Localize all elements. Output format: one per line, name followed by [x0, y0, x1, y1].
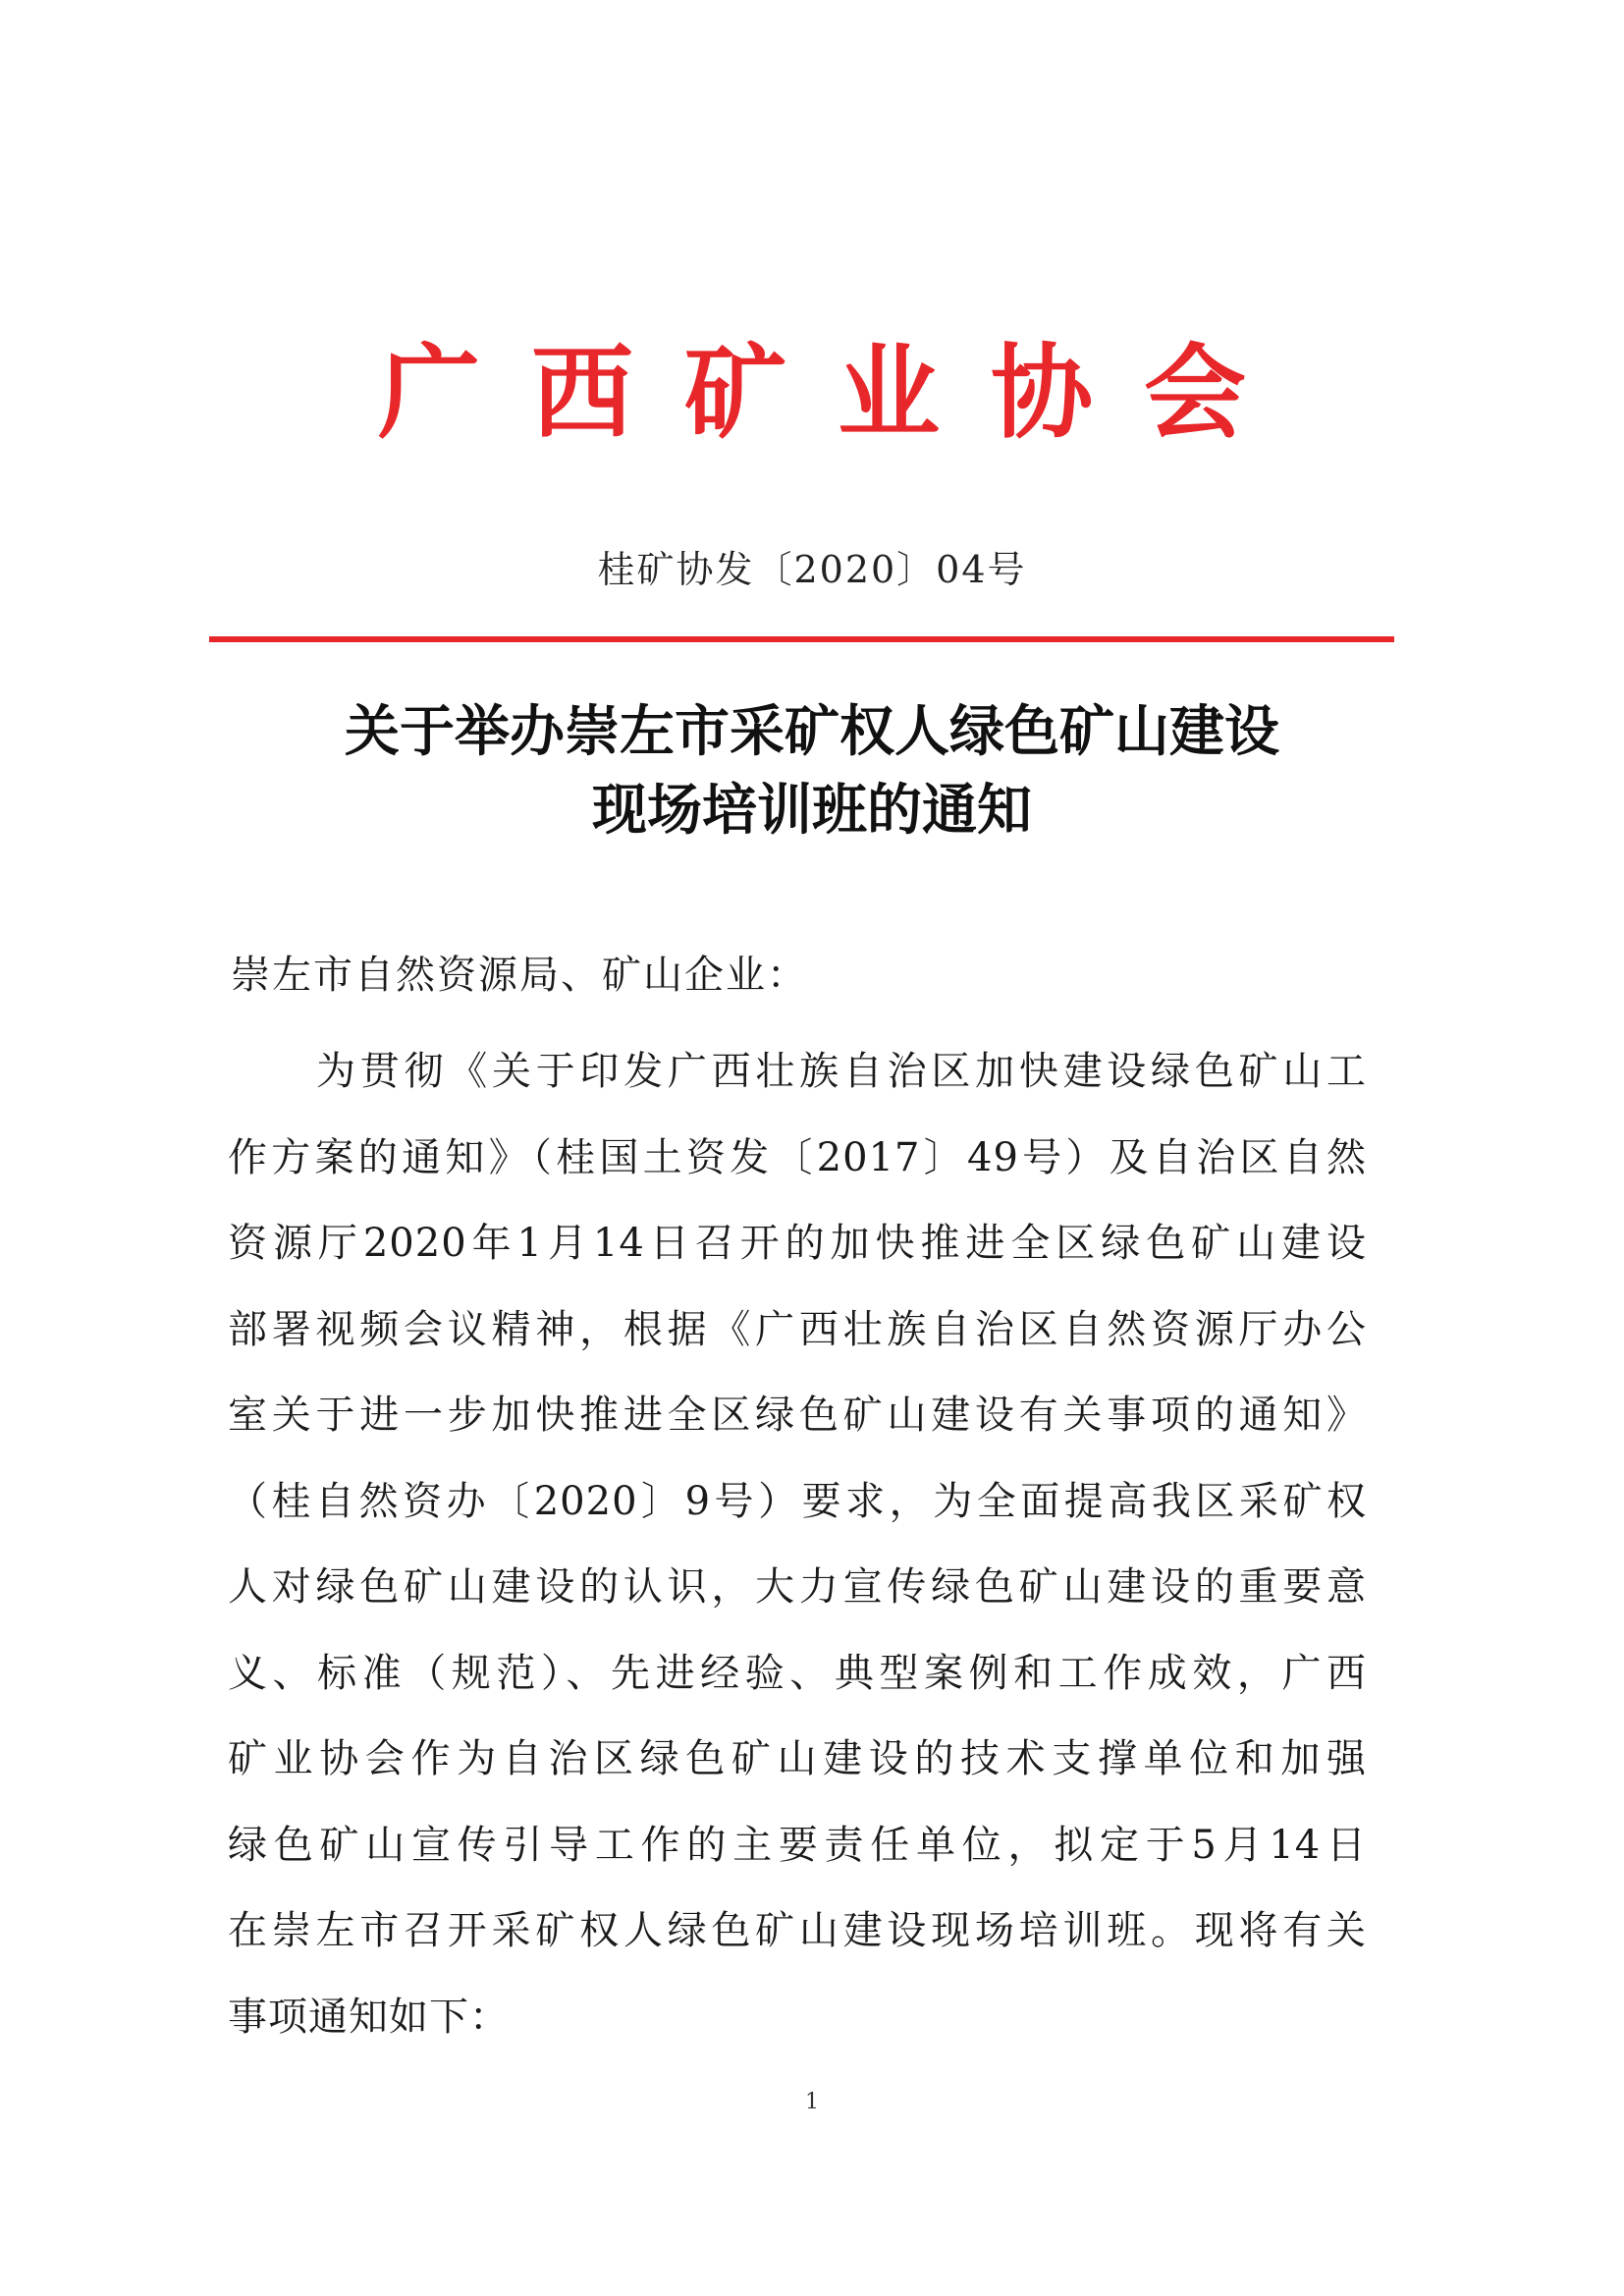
page-number: 1 — [805, 2090, 819, 2114]
body-line: 义、标准（规范）、先进经验、典型案例和工作成效，广西 — [228, 1650, 1367, 1696]
body-line: 作方案的通知》（桂国土资发〔2017〕49号）及自治区自然 — [228, 1134, 1367, 1180]
body-line: （桂自然资办〔2020〕9号）要求，为全面提高我区采矿权 — [228, 1478, 1367, 1524]
body-line: 部署视频会议精神，根据《广西壮族自治区自然资源厅办公 — [228, 1306, 1367, 1352]
body-line: 绿色矿山宣传引导工作的主要责任单位，拟定于5月14日 — [228, 1822, 1367, 1868]
body-line: 室关于进一步加快推进全区绿色矿山建设有关事项的通知》 — [228, 1393, 1367, 1438]
body-paragraph — [228, 1029, 1367, 2060]
document-title — [0, 692, 1624, 849]
title-line-2: 现场培训班的通知 — [592, 778, 1032, 843]
body-line: 在崇左市召开采矿权人绿色矿山建设现场培训班。现将有关 — [228, 1908, 1367, 1953]
body-line: 人对绿色矿山建设的认识，大力宣传绿色矿山建设的重要意 — [228, 1564, 1367, 1610]
body-line: 资源厅2020年1月14日召开的加快推进全区绿色矿山建设 — [228, 1221, 1367, 1266]
red-divider-line — [209, 636, 1394, 642]
title-line-1: 关于举办崇左市采矿权人绿色矿山建设 — [345, 699, 1279, 764]
body-line: 为贯彻《关于印发广西壮族自治区加快建设绿色矿山工 — [316, 1049, 1367, 1094]
body-line: 矿业协会作为自治区绿色矿山建设的技术支撑单位和加强 — [228, 1736, 1367, 1781]
document-number: 桂矿协发〔2020〕04号 — [597, 548, 1027, 591]
salutation: 崇左市自然资源局、矿山企业： — [231, 953, 808, 998]
organization-header: 广西矿业协会 — [377, 332, 1297, 453]
body-line: 事项通知如下： — [228, 1994, 510, 2040]
